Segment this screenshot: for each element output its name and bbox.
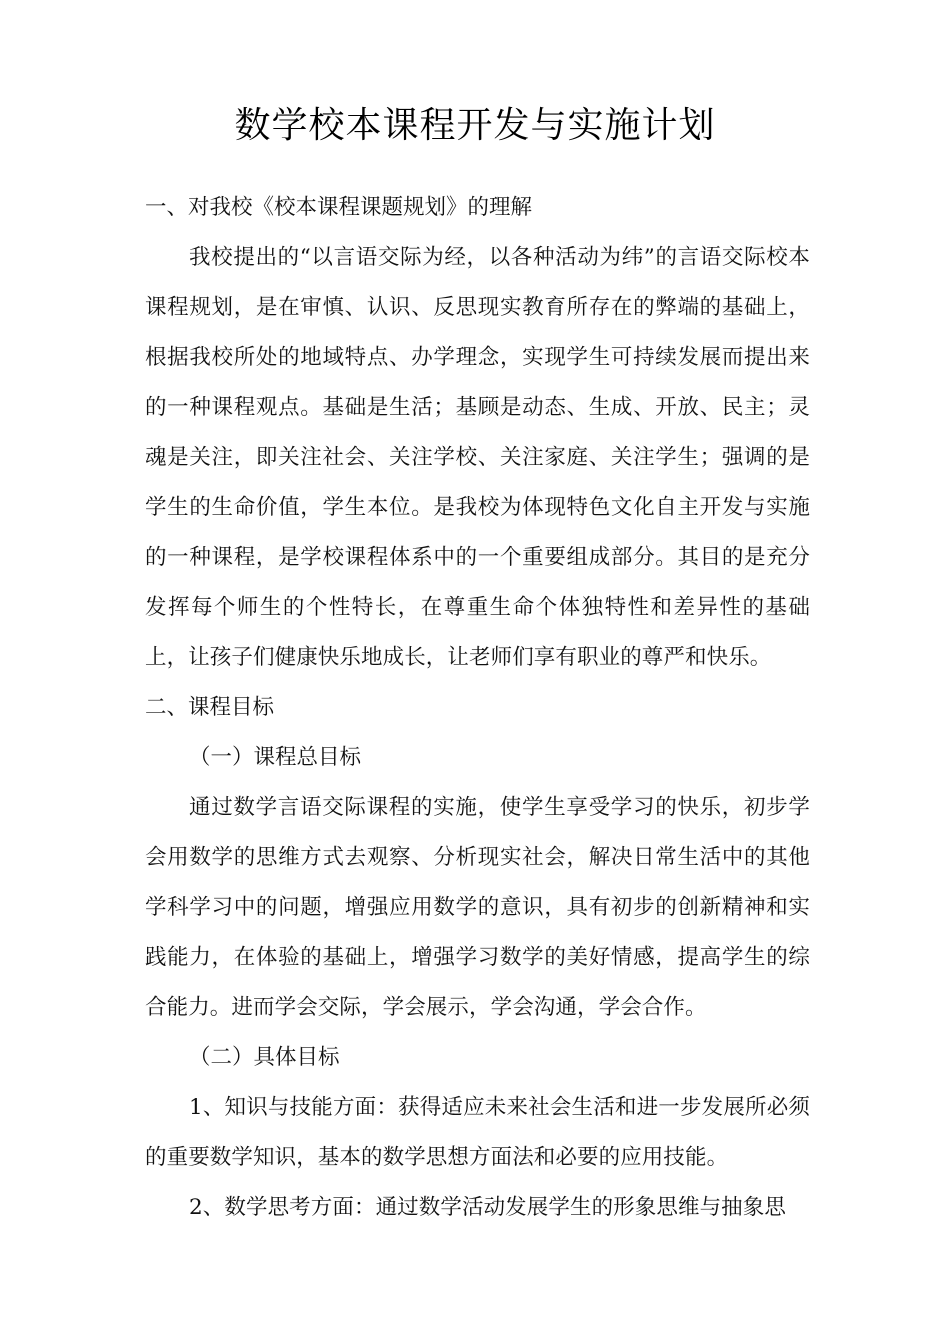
- specific-goal-item-1: 1、知识与技能方面：获得适应未来社会生活和进一步发展所必须的重要数学知识，基本的数学思想方面法和必要的应用技能。: [145, 1095, 810, 1170]
- document-title: 数学校本课程开发与实施计划: [234, 105, 716, 146]
- specific-goal-item-2: 2、数学思考方面：通过数学活动发展学生的形象思维与抽象思: [189, 1195, 786, 1220]
- document-body: [145, 183, 810, 1233]
- subsection-specific-goals-heading: （二）具体目标: [189, 1045, 340, 1070]
- section-1-heading: 一、对我校《校本课程课题规划》的理解: [145, 195, 533, 220]
- subsection-overall-goal-heading: （一）课程总目标: [189, 745, 362, 770]
- section-1-paragraph: 我校提出的“以言语交际为经，以各种活动为纬”的言语交际校本课程规划，是在审慎、认识、反思现实教育所存在的弊端的基础上，根据我校所处的地域特点、办学理念，实现学生可持续发展而提出来的一种课程观点。基础是生活；基顾是动态、生成、开放、民主；灵魂是关注，即关注社会、关注学校、关注家庭、关注学生；强调的是学生的生命价值，学生本位。是我校为体现特色文化自主开发与实施的一种课程，是学校课程体系中的一个重要组成部分。其目的是充分发挥每个师生的个性特长，在尊重生命个体独特性和差异性的基础上，让孩子们健康快乐地成长，让老师们享有职业的尊严和快乐。: [145, 245, 810, 670]
- subsection-overall-goal-paragraph: 通过数学言语交际课程的实施，使学生享受学习的快乐，初步学会用数学的思维方式去观察、分析现实社会，解决日常生活中的其他学科学习中的问题，增强应用数学的意识，具有初步的创新精神和实践能力，在体验的基础上，增强学习数学的美好情感，提高学生的综合能力。进而学会交际，学会展示，学会沟通，学会合作。: [145, 795, 810, 1020]
- section-2-heading: 二、课程目标: [145, 695, 275, 720]
